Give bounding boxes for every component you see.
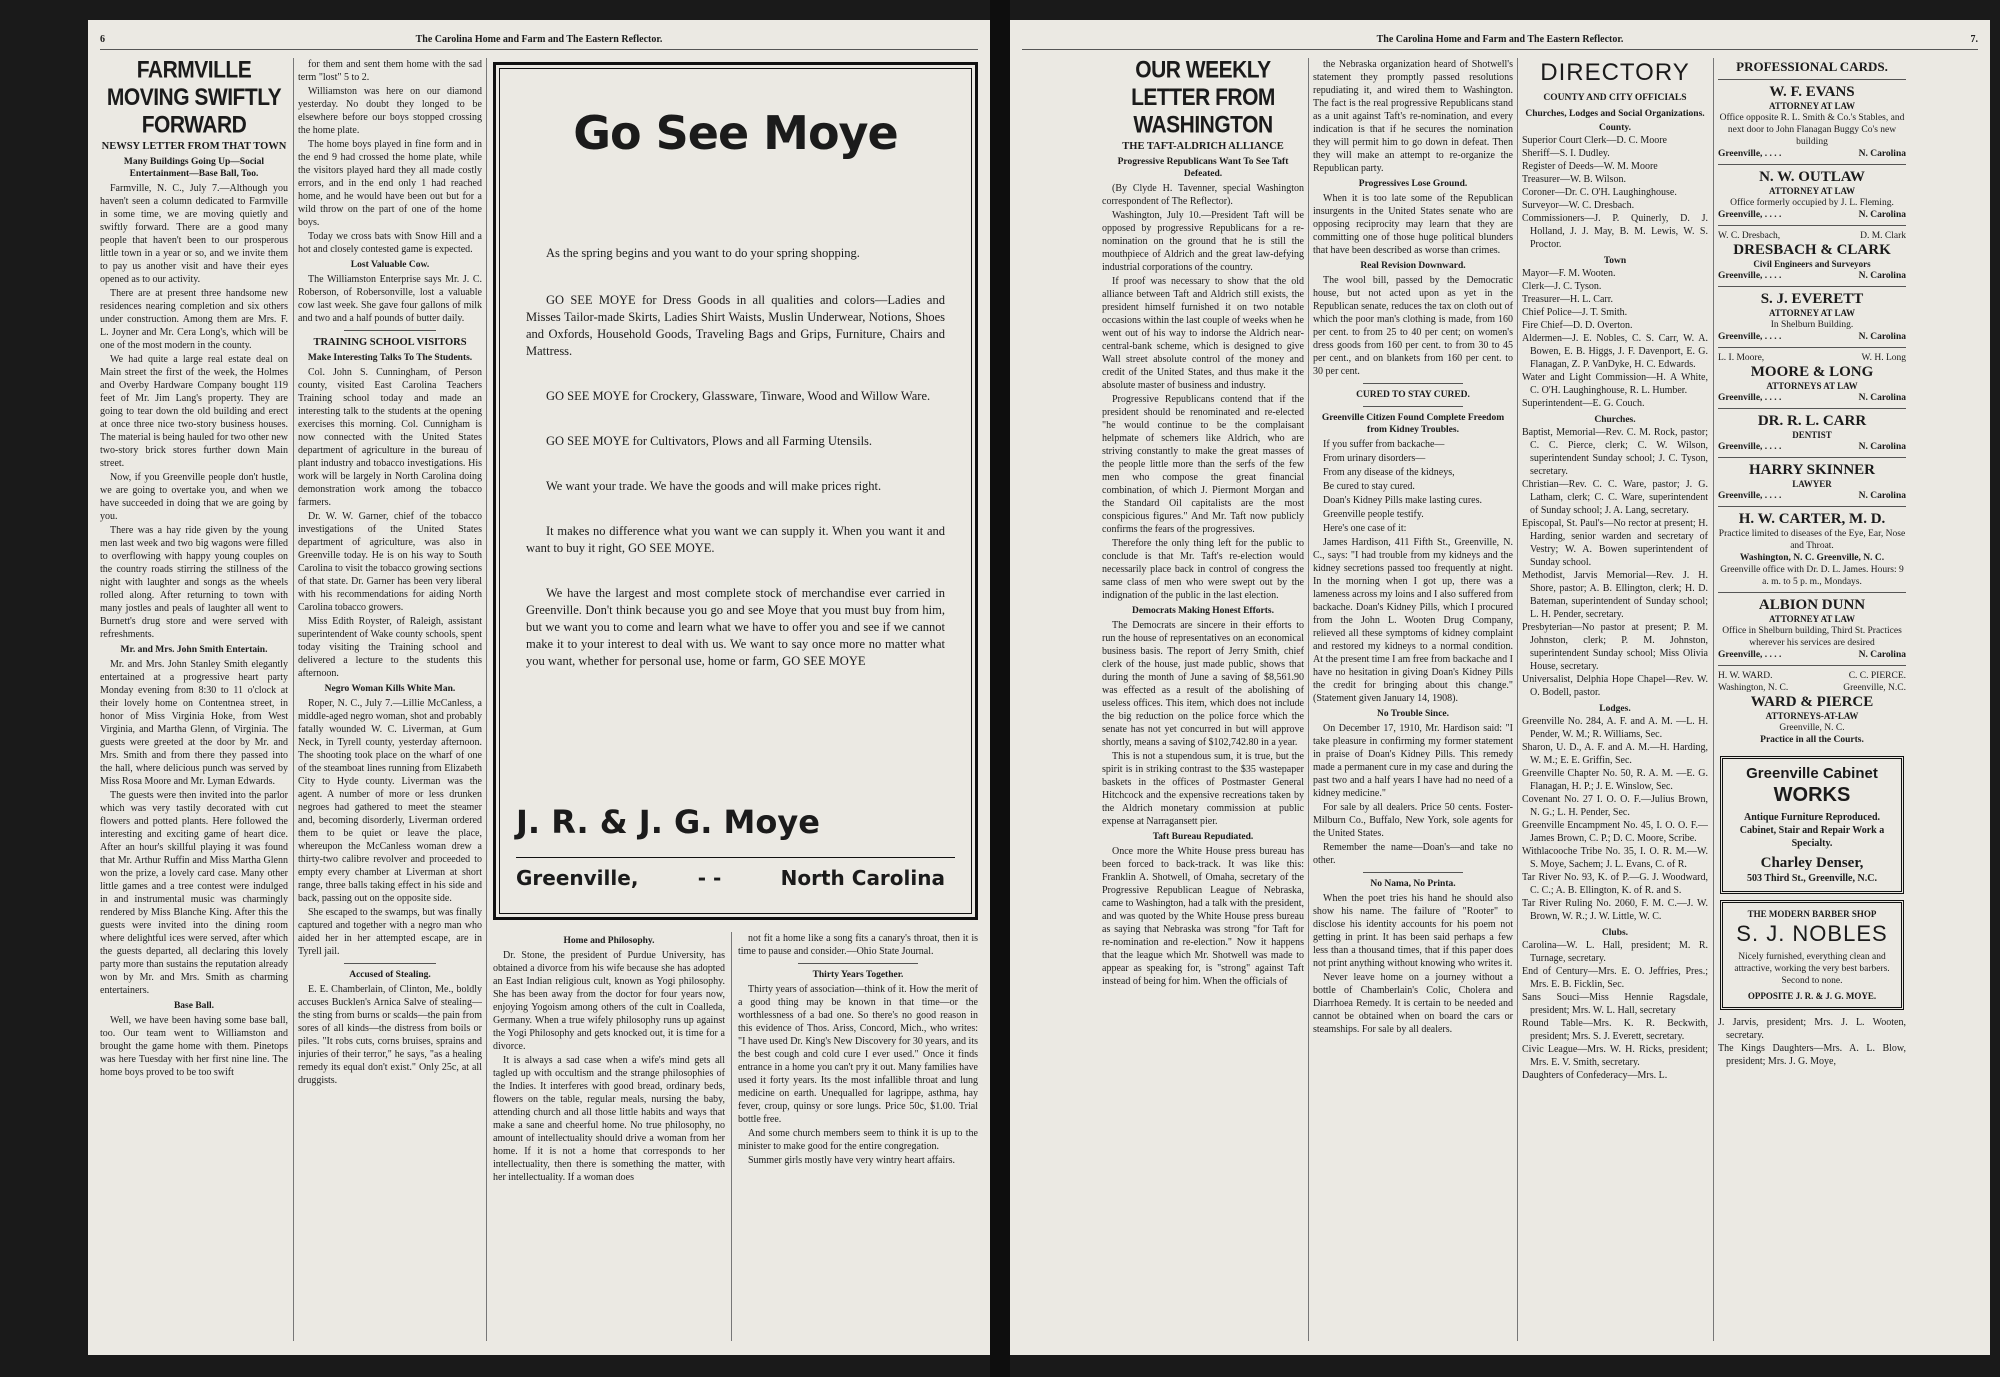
- thirty-years-column: [738, 932, 978, 1341]
- card-skinner: [1718, 458, 1906, 507]
- paragraph: Dr. Stone, the president of Purdue University, has obtained a divorce from his wife because she has adopted an East Indian religious cult, known as Yogi philosophy. She has been away from the doctor for four years now, enjoying Yogoism among others of the cult in Coalleda, Germany. When a true wifely philosophy runs up against the Yogi Philosophy and gets knocked out, it is time for a divorce.: [493, 950, 725, 1052]
- card-cities: Washington, N. C. Greenville, N. C.: [1739, 553, 1885, 563]
- right-page-header: [1022, 34, 1978, 50]
- cabinet-works-ad: [1720, 756, 1904, 894]
- training-school-headline: TRAINING SCHOOL VISITORS: [313, 337, 467, 348]
- clubs-heading: Clubs.: [1601, 928, 1629, 938]
- card-state: N. Carolina: [1858, 149, 1906, 159]
- card-title: ATTORNEY AT LAW: [1768, 614, 1856, 624]
- card-ward-pierce: [1718, 666, 1906, 750]
- directory-entry: Daughters of Confederacy—Mrs. L.: [1522, 1070, 1668, 1081]
- card-title: ATTORNEY AT LAW: [1768, 308, 1856, 318]
- cured-subhead: CURED TO STAY CURED.: [1356, 390, 1470, 400]
- page-gutter: [990, 0, 1010, 1377]
- moye-state: North Carolina: [780, 866, 945, 890]
- directory-entry: Fire Chief—D. D. Overton.: [1522, 320, 1633, 331]
- directory-entry: Superintendent—E. G. Couch.: [1522, 398, 1645, 409]
- accused-stealing-subhead: Accused of Stealing.: [349, 970, 431, 980]
- column-rule: [731, 932, 732, 1341]
- paragraph: If you suffer from backache—: [1323, 439, 1445, 450]
- card-name: HARRY SKINNER: [1748, 462, 1875, 478]
- card-state: N. Carolina: [1858, 332, 1906, 342]
- barber-line1: THE MODERN BARBER SHOP: [1747, 909, 1877, 919]
- directory-entry: Aldermen—J. E. Nobles, C. S. Carr, W. A. Bowen, E. B. Higgs, J. F. Davenport, E. G. Flanagan, Z. P. VanDyke, H. C. Edwards.: [1522, 333, 1708, 370]
- card-partner-city: Greenville, N.C.: [1843, 683, 1906, 693]
- professional-cards-column: [1718, 58, 1906, 1341]
- moye-city: Greenville,: [516, 866, 639, 890]
- politics-kidney-column: [1313, 58, 1513, 1341]
- town-heading: Town: [1603, 256, 1627, 266]
- moye-paragraph: It makes no difference what you want we can supply it. When you want it and want to buy it right, GO SEE MOYE.: [526, 524, 945, 555]
- separator: [1363, 406, 1463, 407]
- cabinet-line1: Greenville Cabinet: [1746, 765, 1878, 782]
- paragraph: Now, if you Greenville people don't hustle, we are going to overtake you, and when we have succeeded in doing that we are going by you.: [100, 472, 288, 522]
- left-newspaper-page: [88, 20, 990, 1355]
- card-moore-long: [1718, 348, 1906, 409]
- professional-cards-title: PROFESSIONAL CARDS.: [1736, 59, 1888, 74]
- card-partner-city: Washington, N. C.: [1718, 683, 1789, 693]
- directory-subtitle-2: Churches, Lodges and Social Organizations.: [1525, 109, 1705, 119]
- professional-cards-title-block: [1718, 58, 1906, 80]
- separator: [1363, 383, 1463, 384]
- directory-entry: Universalist, Delphia Hope Chapel—Rev. W. O. Bodell, pastor.: [1522, 674, 1708, 698]
- card-city: Greenville, . . . .: [1718, 650, 1782, 660]
- left-page-title: The Carolina Home and Farm and The Eastern Reflector.: [415, 34, 663, 45]
- paragraph: Mr. and Mrs. John Stanley Smith elegantly entertained at a progressive heart party Monday evening from 8:30 to 11 o'clock at their lovely home on Contentnea street, in honor of Miss Virginia Hoke, from West Virginia, and Martha Glenn, of Virginia. The guests were greeted at the door by Mr. and Mrs. Smith and from there they passed into the hall, where delicious punch was served by Miss Rosa Moore and Mr. Lyman Edwards.: [100, 659, 288, 787]
- directory-entry: Baptist, Memorial—Rev. C. M. Rock, pastor; C. C. Pierce, clerk; C. W. Wilson, superintendent Sunday school; J. C. Tyson, secretary.: [1522, 427, 1708, 477]
- paragraph: Greenville people testify.: [1323, 509, 1424, 520]
- paragraph: Well, we have been having some base ball, too. Our team went to Williamston and brought the game home with them. Pinetops was here Tuesday with her first nine line. The home boys proved to be too swift: [100, 1015, 288, 1078]
- card-partner-name: D. M. Clark: [1860, 231, 1906, 241]
- directory-entry: Sharon, U. D., A. F. and A. M.—H. Harding, W. M.; E. E. Griffin, Sec.: [1522, 742, 1708, 766]
- card-city: Greenville, . . . .: [1718, 149, 1782, 159]
- directory-entry: Surveyor—W. C. Dresbach.: [1522, 200, 1635, 211]
- base-ball-subhead: Base Ball.: [173, 1001, 215, 1011]
- card-evans: [1718, 80, 1906, 165]
- paragraph: E. E. Chamberlain, of Clinton, Me., boldly accuses Bucklen's Arnica Salve of stealing—the sting from burns or scalds—the pain from sores of all kinds—the distress from boils or piles. "It robs cuts, corns bruises, sprains and injuries of their terror," he says, "as a healing remedy its equal don't exist." Only 25c, at all druggists.: [298, 984, 482, 1086]
- no-trouble-subhead: No Trouble Since.: [1376, 709, 1450, 719]
- paragraph: Today we cross bats with Snow Hill and a hot and closely contested game is expected.: [298, 231, 482, 255]
- directory-entry: Coroner—Dr. C. O'H. Laughinghouse.: [1522, 187, 1677, 198]
- column-rule: [486, 58, 487, 1341]
- card-name: S. J. EVERETT: [1760, 291, 1864, 307]
- greenville-citizen-subhead: Greenville Citizen Found Complete Freedom from Kidney Troubles.: [1321, 413, 1505, 435]
- paragraph: Summer girls mostly have very wintry heart affairs.: [748, 1155, 955, 1166]
- paragraph: When the poet tries his hand he should also show his name. The failure of "Rooter" to disclose his identity accounts for his poem not getting in print. It has been said perhaps a few less than a thousand times, that if this paper does not print anything without knowing who writes it.: [1313, 893, 1513, 969]
- paragraph: There are at present three handsome new residences nearing completion and six others under construction. Among them are Mrs. F. L. Joyner and Mr. Cera Long's, which will be one of the most modern in the county.: [100, 288, 288, 351]
- left-page-header: [100, 34, 978, 50]
- paragraph: Washington, July 10.—President Taft will be opposed by progressive Republicans for a re-nomination on the ground that he is still the mouthpiece of Aldrich and the great law-defying industrial corporations of the country.: [1102, 210, 1304, 273]
- separator: [1363, 872, 1463, 873]
- card-name: ALBION DUNN: [1758, 597, 1866, 613]
- directory-entry: Water and Light Commission—H. A White, C. O'H. Laughinghouse, R. L. Humber.: [1522, 372, 1708, 396]
- directory-entry: Mayor—F. M. Wooten.: [1522, 268, 1616, 279]
- taft-aldrich-subhead: THE TAFT-ALDRICH ALLIANCE: [1122, 141, 1284, 152]
- card-name: WARD & PIERCE: [1750, 694, 1874, 710]
- paragraph: Never leave home on a journey without a bottle of Chamberlain's Colic, Cholera and Diarrhoea Remedy. It is certain to be needed and cannot be obtained when on board the cars or steamships. For sale by all dealers.: [1313, 972, 1513, 1035]
- card-desc: Office in Shelburn building, Third St. Practices wherever his services are desired: [1722, 626, 1902, 648]
- lost-cow-subhead: Lost Valuable Cow.: [350, 260, 430, 270]
- lodges-heading: Lodges.: [1599, 704, 1631, 714]
- column-rule: [1308, 58, 1309, 1341]
- right-page-title: The Carolina Home and Farm and The Eastern Reflector.: [1376, 34, 1624, 45]
- card-outlaw: [1718, 165, 1906, 226]
- local-news-column: [298, 58, 482, 1341]
- card-title: ATTORNEY AT LAW: [1768, 101, 1856, 111]
- directory-entry: Carolina—W. L. Hall, president; M. R. Turnage, secretary.: [1522, 940, 1708, 964]
- directory-entry: Withlacooche Tribe No. 35, I. O. R. M.—W. S. Moye, Sachem; J. L. Evans, C. of R.: [1522, 846, 1708, 870]
- card-dresbach: [1718, 226, 1906, 287]
- moye-paragraph: We want your trade. We have the goods and will make prices right.: [546, 479, 882, 493]
- cabinet-desc: Antique Furniture Reproduced. Cabinet, Stair and Repair Work a Specialty.: [1739, 812, 1885, 849]
- directory-entry: Treasurer—W. B. Wilson.: [1522, 174, 1626, 185]
- column-rule: [1517, 58, 1518, 1341]
- directory-entry: J. Jarvis, president; Mrs. J. L. Wooten, secretary.: [1718, 1017, 1906, 1041]
- card-state: N. Carolina: [1858, 271, 1906, 281]
- card-desc: Greenville office with Dr. D. L. James. Hours: 9 a. m. to 5 p. m., Mondays.: [1720, 565, 1904, 587]
- directory-entry: Covenant No. 27 I. O. O. F.—Julius Brown, N. G.; L. H. Pender, Sec.: [1522, 794, 1708, 818]
- training-school-subhead: Make Interesting Talks To The Students.: [307, 353, 473, 363]
- card-desc: Office formerly occupied by J. L. Fleming.: [1730, 198, 1894, 208]
- directory-entry: Clerk—J. C. Tyson.: [1522, 281, 1602, 292]
- moye-firm-name: J. R. & J. G. Moye: [516, 803, 820, 841]
- card-partner-name: W. C. Dresbach,: [1718, 231, 1781, 241]
- directory-entry: Commissioners—J. P. Quinerly, D. J. Holland, J. J. May, B. M. Lewis, W. S. Proctor.: [1522, 213, 1708, 250]
- card-city: Greenville, . . . .: [1718, 393, 1782, 403]
- directory-entry: Round Table—Mrs. K. R. Beckwith, president; Mrs. S. J. Everett, secretary.: [1522, 1018, 1708, 1042]
- card-name: DR. R. L. CARR: [1757, 413, 1867, 429]
- barber-desc: Nicely furnished, everything clean and attractive, working the very best barbers. Second to none.: [1734, 952, 1890, 986]
- card-title: ATTORNEY AT LAW: [1768, 186, 1856, 196]
- paragraph: Here's one case of it:: [1323, 523, 1407, 534]
- card-name: DRESBACH & CLARK: [1733, 242, 1891, 258]
- taft-bureau-subhead: Taft Bureau Repudiated.: [1152, 832, 1254, 842]
- paragraph: Williamston was here on our diamond yesterday. No doubt they longed to be elsewhere before our boys stopped crossing the home plate.: [298, 86, 482, 136]
- card-state: N. Carolina: [1858, 442, 1906, 452]
- paragraph: Once more the White House press bureau has been forced to back-track. It was like this: Franklin A. Shotwell, of Omaha, secretary of the Progressive Republican League of Nebraska, came to Washington, had a talk with the president, and was quoted by the White House press bureau as saying that Nebraska was strong "for Taft for re-nomination and re-election." Now it happens that the league which Mr. Shotwell was made to appear as speaking for, is "strong" against Taft instead of being for him. When the officials of: [1102, 846, 1304, 987]
- directory-entry: Superior Court Clerk—D. C. Moore: [1522, 135, 1667, 146]
- paragraph: For sale by all dealers. Price 50 cents. Foster-Milburn Co., Buffalo, New York, sole agents for the United States.: [1313, 802, 1513, 839]
- directory-entry: Register of Deeds—W. M. Moore: [1522, 161, 1658, 172]
- card-carter: [1718, 507, 1906, 593]
- paragraph: It is always a sad case when a wife's mind gets all tagled up with occultism and the strange philosophies of the Indies. It interferes with good bread, ordinary beds, flowers on the table, regular meals, nursing the baby, attending church and all those little habits and ways that make a sane and cheerful home. No true philosophy, no amount of intellectuality should drive a woman from her home. If it is not a home that corresponds to her intellectuality, then there is something the matter, with her intellectuality. If a woman does: [493, 1055, 725, 1183]
- negro-woman-subhead: Negro Woman Kills White Man.: [324, 684, 456, 694]
- paragraph: not fit a home like a song fits a canary's throat, then it is time to pause and consider.—Ohio State Journal.: [738, 933, 978, 957]
- card-desc: Practice limited to diseases of the Eye, Ear, Nose and Throat.: [1718, 529, 1906, 551]
- directory-entry: Episcopal, St. Paul's—No rector at present; H. Harding, senior warden and secretary of Vestry; W. A. Bowen superintendent of Sunday school.: [1522, 518, 1708, 568]
- paragraph: Roper, N. C., July 7.—Lillie McCanless, a middle-aged negro woman, shot and probably fatally wounded W. C. Liverman, at Gum Neck, in Tyrell county, yesterday afternoon. The shooting took place on the wharf of one of the steamboat lines running from Elizabeth City to Hyde county. Liverman was the agent. A number of more or less drunken negroes had gathered to meet the steamer and, becoming disorderly, Liverman ordered them to be quiet or leave the place, whereupon the McCanless woman drew a thirty-two calibre revolver and proceeded to empty every chamber at Liverman at short range, three balls taking effect in his side and back, passing out on the opposite side.: [298, 698, 482, 904]
- moye-headline: Go See Moye: [573, 106, 898, 160]
- paragraph: From any disease of the kidneys,: [1323, 467, 1455, 478]
- paragraph: the Nebraska organization heard of Shotwell's statement they promptly passed resolutions repudiating it, and wired them to Washington. The fact is the real progressive Republicans stand as a unit against Taft's re-nomination, and every indication is that if he secures the nomination they will permit him to go down in defeat. Then they will make an attempt to re-organize the Republican party.: [1313, 59, 1513, 174]
- thirty-years-subhead: Thirty Years Together.: [812, 970, 904, 980]
- directory-entry: Treasurer—H. L. Carr.: [1522, 294, 1614, 305]
- card-partner-name: W. H. Long: [1861, 353, 1906, 363]
- moye-body: [526, 245, 945, 670]
- directory-column: [1522, 58, 1708, 1341]
- card-dunn: [1718, 593, 1906, 666]
- moye-paragraph: As the spring begins and you want to do your spring shopping.: [546, 246, 860, 260]
- separator: [344, 330, 436, 331]
- card-state: N. Carolina: [1858, 393, 1906, 403]
- no-nama-subhead: No Nama, No Printa.: [1370, 879, 1456, 889]
- directory-entry: Tar River No. 93, K. of P.—G. J. Woodward, C. C.; A. B. Ellington, K. of R. and S.: [1522, 872, 1708, 896]
- card-name: MOORE & LONG: [1750, 364, 1874, 380]
- column-rule: [1713, 58, 1714, 1341]
- moye-advertisement: [493, 62, 978, 920]
- paragraph: Farmville, N. C., July 7.—Although you haven't seen a column dedicated to Farmville in some time, we are moving quietly and swiftly forward. There are a good many people that haven't been to our prosperous little town in a year or so, and we invite them to pay us another visit and have their eyes opened as to our activity.: [100, 183, 288, 285]
- card-desc: Office opposite R. L. Smith & Co.'s Stables, and next door to John Flanagan Buggy Co's new building: [1719, 113, 1905, 147]
- paragraph: From urinary disorders—: [1323, 453, 1426, 464]
- paragraph: The wool bill, passed by the Democratic house, but not acted upon as yet in the Republican senate, reduces the tax on cloth out of which the poor man's clothing is made, from 160 per cent. to from 25 to 40 per cent; on women's dress goods from 160 per cent. to from 30 to 45 per cent., and on blankets from 160 per cent. to 30 per cent.: [1313, 275, 1513, 377]
- directory-entry: Methodist, Jarvis Memorial—Rev. J. H. Shore, pastor; A. B. Ellington, clerk; H. D. Bateman, superintendent of Sunday school; L. H. Pender, secretary.: [1522, 570, 1708, 620]
- directory-entry: The Kings Daughters—Mrs. A. L. Blow, president; Mrs. J. G. Moye,: [1718, 1043, 1906, 1067]
- paragraph: The home boys played in fine form and in the end 9 had crossed the home plate, while the visitors played hard they all made costly errors, and in the end only 1 had reached home, and he would have been out but for a wild throw on the part of one of the home boys.: [298, 139, 482, 228]
- directory-subtitle: COUNTY AND CITY OFFICIALS: [1543, 93, 1687, 103]
- cabinet-address: 503 Third St., Greenville, N.C.: [1747, 873, 1877, 884]
- card-desc: In Shelburn Building.: [1770, 320, 1854, 330]
- moye-dashes: - -: [697, 866, 722, 890]
- directory-entry: Civic League—Mrs. W. H. Ricks, president; Mrs. E. V. Smith, secretary.: [1522, 1044, 1708, 1068]
- home-philosophy-title: Home and Philosophy.: [563, 936, 655, 946]
- weekly-letter-headline: OUR WEEKLY LETTER FROM WASHINGTON: [1131, 58, 1275, 139]
- moye-paragraph: We have the largest and most complete stock of merchandise ever carried in Greenville. Don't think because you go and see Moye that you must buy from him, but we want you to come and learn what we have to offer you and see if we cannot make it to your interest to deal with us. We want to say once more no matter what you want, whether for personal use, home or farm, GO SEE MOYE: [526, 586, 945, 668]
- card-state: N. Carolina: [1858, 491, 1906, 501]
- directory-entry: Tar River Ruling No. 2060, F. M. C.—J. W. Brown, W. R.; J. W. Little, W. C.: [1522, 898, 1708, 922]
- smith-entertain-subhead: Mr. and Mrs. John Smith Entertain.: [120, 645, 268, 655]
- card-title: Civil Engineers and Surveyors: [1753, 259, 1871, 269]
- byline: (By Clyde H. Tavenner, special Washington correspondent of The Reflector).: [1102, 183, 1304, 207]
- paragraph: Be cured to stay cured.: [1323, 481, 1415, 492]
- paragraph: Doan's Kidney Pills make lasting cures.: [1323, 495, 1482, 506]
- card-title: LAWYER: [1792, 479, 1832, 489]
- directory-entry: Greenville Chapter No. 50, R. A. M. —E. G. Flanagan, H. P.; J. E. Winslow, Sec.: [1522, 768, 1708, 792]
- right-page-number: 7.: [1970, 34, 1978, 45]
- card-name: W. F. EVANS: [1769, 84, 1855, 100]
- directory-entry: Sheriff—S. I. Dudley.: [1522, 148, 1610, 159]
- moye-paragraph: GO SEE MOYE for Dress Goods in all qualities and colors—Ladies and Misses Tailor-made Skirts, Ladies Shirt Waists, Muslin Underwear, Notions, Shoes and Oxfords, Household Goods, Traveling Bags and Grips, Furniture, Chairs and Mattress.: [526, 293, 945, 358]
- card-title: ATTORNEYS AT LAW: [1766, 381, 1858, 391]
- left-page-number: 6: [100, 34, 105, 45]
- card-title: DENTIST: [1792, 430, 1832, 440]
- right-newspaper-page: [1010, 20, 1990, 1355]
- home-philosophy-column: [493, 932, 725, 1341]
- barber-opposite: OPPOSITE J. R. & J. G. MOYE.: [1747, 991, 1877, 1001]
- paragraph: Col. John S. Cunningham, of Person county, visited East Carolina Teachers Training school today and made an interesting talk to the students at the opening exercises this morning. Col. Cunnigham is now connected with the United States department of agriculture in the bureau of plant industry and tobacco investigations. His work will be largely in North Carolina doing demonstration work among the tobacco farmers.: [298, 367, 482, 508]
- paragraph: Dr. W. W. Garner, chief of the tobacco investigations of the United States department of agriculture, was also in Greenville today. He is on his way to South Carolina to visit the tobacco growing sections of that state. Dr. Garner has been very liberal with his recommendations for aiding North Carolina tobacco growers.: [298, 511, 482, 613]
- card-carr: [1718, 409, 1906, 458]
- separator: [798, 963, 918, 964]
- card-city: Greenville, . . . .: [1718, 332, 1782, 342]
- real-revision-subhead: Real Revision Downward.: [1360, 261, 1466, 271]
- directory-entry: Greenville Encampment No. 45, I. O. O. F.—James Brown, C. P.; D. C. Moore, Scribe.: [1522, 820, 1708, 844]
- farmville-subhead-2: Many Buildings Going Up—Social Entertainment—Base Ball, Too.: [123, 157, 265, 179]
- moye-address: [516, 865, 945, 891]
- paragraph: Therefore the only thing left for the public to conclude is that Mr. Taft's re-election would necessarily place back in control of congress the same class of men who were swept out by the indignation of the public in the last election.: [1102, 538, 1304, 601]
- cabinet-line2: WORKS: [1773, 784, 1851, 806]
- farmville-headline: FARMVILLE MOVING SWIFTLY FORWARD: [106, 58, 282, 139]
- paragraph: for them and sent them home with the sad term "lost" 5 to 2.: [298, 59, 482, 83]
- card-city: Greenville, . . . .: [1718, 442, 1782, 452]
- paragraph: On December 17, 1910, Mr. Hardison said: "I take pleasure in confirming my former statement in praise of Doan's Kidney Pills. This remedy made a permanent cure in my case and during the past two and a half years I have had no need of a kidney medicine.": [1313, 723, 1513, 799]
- card-partner-name: C. C. PIERCE.: [1848, 671, 1906, 681]
- paragraph: She escaped to the swamps, but was finally captured and together with a negro man who aided her in her attempted escape, are in Tyrell jail.: [298, 907, 482, 957]
- card-desc: Greenville, N. C.: [1779, 723, 1845, 733]
- card-title: ATTORNEYS-AT-LAW: [1765, 711, 1859, 721]
- card-partner-name: H. W. WARD.: [1718, 671, 1773, 681]
- directory-entry: Greenville No. 284, A. F. and A. M. —L. H. Pender, W. M.; R. Williams, Sec.: [1522, 716, 1708, 740]
- barber-shop-ad: [1720, 900, 1904, 1010]
- paragraph: This is not a stupendous sum, it is true, but the spirit is in striking contrast to the $35 wastepaper baskets in the offices of Postmaster General Hitchcock and the expensive recreations taken by the Aldrich monetary commission at public expense at Narragansett pier.: [1102, 751, 1304, 827]
- paragraph: The Williamston Enterprise says Mr. J. C. Roberson, of Robersonville, lost a valuable cow last week. She gave four gallons of milk and two and a half pounds of butter daily.: [298, 274, 482, 324]
- paragraph: The guests were then invited into the parlor which was very tastily decorated with cut flowers and potted plants. Here followed the interesting and exciting game of heart dice. After an hour's skillful playing it was found that Mr. Arthur Ruffin and Miss Martha Glenn won the prize, a lovely card case. Many other little games and a tree contest were indulged in and instrumental music was charmingly rendered by Miss Blanche King. After this the guests were invited into the dining room where delightful ices were served, after which the guests departed, all declaring this lovely party more than sustains the reputation already won by Mr. and Mrs. Smith as charming entertainers.: [100, 790, 288, 996]
- directory-entry: Sans Souci—Miss Hennie Ragsdale, president; Mrs. W. L. Hall, secretary: [1522, 992, 1708, 1016]
- moye-paragraph: GO SEE MOYE for Crockery, Glassware, Tinware, Wood and Willow Ware.: [546, 389, 931, 403]
- paragraph: Miss Edith Royster, of Raleigh, assistant superintendent of Wake county schools, spent today visiting the Training school and delivered a lecture to the students this afternoon.: [298, 616, 482, 679]
- paragraph: Progressive Republicans contend that if the president should be renominated and re-elected "he would continue to be the complaisant helpmate of schemers like Aldrich, who are striving constantly to make the great masses of the people little more than the serfs of the few men who compose the great financial combination, of which J. Piermont Morgan and the Standard Oil capitalists are the most conspicious figures." And Mr. Taft now publicly confirms the fears of the progressives.: [1102, 394, 1304, 535]
- directory-title: DIRECTORY: [1540, 59, 1690, 86]
- directory-entry: Chief Police—J. T. Smith.: [1522, 307, 1628, 318]
- directory-entry: Presbyterian—No pastor at present; P. M. Johnston, clerk; P. M. Johnston, superintendent Sunday school; Miss Olivia House, secretary.: [1522, 622, 1708, 672]
- card-everett: [1718, 287, 1906, 348]
- democrats-subhead: Democrats Making Honest Efforts.: [1132, 606, 1274, 616]
- progressive-republicans-subhead: Progressive Republicans Want To See Taft Defeated.: [1117, 157, 1289, 179]
- churches-heading: Churches.: [1594, 415, 1636, 425]
- card-state: N. Carolina: [1858, 650, 1906, 660]
- card-city: Greenville, . . . .: [1718, 210, 1782, 220]
- card-desc: Practice in all the Courts.: [1760, 735, 1864, 745]
- directory-entry: Christian—Rev. C. C. Ware, pastor; J. G. Latham, clerk; C. C. Ware, superintendent of Sunday school; J. A. Lang, secretary.: [1522, 479, 1708, 516]
- paragraph: If proof was necessary to show that the old alliance between Taft and Aldrich still exists, the president himself furnished it on two notable occasions within the last couple of weeks when he went out of his way to indorse the Aldrich near-central-bank scheme, which is designed to give Wall street absolute control of the money and credit of the United States, and thus make it the absolute master of business and industry.: [1102, 276, 1304, 391]
- card-city: Greenville, . . . .: [1718, 271, 1782, 281]
- paragraph: James Hardison, 411 Fifth St., Greenville, N. C., says: "I had trouble from my kidneys and the kidney secretions passed too frequently at night. In the morning when I got up, there was a lameness across my loins and I also suffered from backache. Doan's Kidney Pills, which I procured from the John L. Wooten Drug Company, relieved all these symptoms of kidney complaint and restored my kidneys to a normal condition. At the present time I am free from backache and I have no hesitation in giving Doan's Kidney Pills the credit for bringing about this change." (Statement given January 14, 1908).: [1313, 537, 1513, 704]
- card-partner-name: L. I. Moore,: [1718, 353, 1765, 363]
- paragraph: There was a hay ride given by the young men last week and two big wagons were filled to overflowing with happy young couples on the country roads stirring the stillness of the night with laughter and songs as the wheels rolled along. After returning to town with many jostles and peals of laughter all went to Burnett's drug store and were served with refreshments.: [100, 525, 288, 640]
- paragraph: When it is too late some of the Republican insurgents in the United States senate who are opposing reciprocity may learn that they are committing one of those huge political blunders that have been described as worse than crimes.: [1313, 193, 1513, 256]
- paragraph: Thirty years of association—think of it. How the merit of a good thing may be known in that time—or the worthlessness of a bad one. So there's no good reason in this evidence of Thos. Ariss, Concord, Mich., who writes: "I have used Dr. King's New Discovery for 30 years, and its the best cough and cold cure I ever used." Once it finds entrance in a home you can't pry it out. Many families have used it forty years. Its the most infallible throat and lung medicine on earth. Unequalled for lagrippe, asthma, hay fever, croup, quinsy or sore lungs. Price 50c, $1.00. Trial bottle free.: [738, 984, 978, 1125]
- card-state: N. Carolina: [1858, 210, 1906, 220]
- progressives-lose-subhead: Progressives Lose Ground.: [1358, 179, 1468, 189]
- paragraph: And some church members seem to think it is up to the minister to make good for the entire congregation.: [738, 1128, 978, 1152]
- column-rule: [293, 58, 294, 1341]
- card-name: H. W. CARTER, M. D.: [1738, 511, 1886, 527]
- separator: [344, 963, 436, 964]
- moye-paragraph: GO SEE MOYE for Cultivators, Plows and all Farming Utensils.: [546, 434, 873, 448]
- card-name: N. W. OUTLAW: [1759, 169, 1865, 185]
- card-city: Greenville, . . . .: [1718, 491, 1782, 501]
- paragraph: We had quite a large real estate deal on Main street the first of the week, the Holmes and Overby Hardware Company bought 119 feet of Mr. Jim Lang's property. They are going to tear down the old building and erect at once three nice two-story business houses. The material is being hauled for two other new two-story brick stores further down Main street.: [100, 354, 288, 469]
- paragraph: The Democrats are sincere in their efforts to run the house of representatives on an economical business basis. The report of Jerry Smith, chief clerk of the house, just made public, shows that during the month of June a saving of $8,561.90 was effected as a result of the abolishing of useless offices. This item, which does not include the big reduction on the police force which the senate has not yet concurred in but will approve shortly, means a saving of $102,742.80 in a year.: [1102, 620, 1304, 748]
- weekly-letter-column: [1102, 58, 1304, 1341]
- farmville-subhead: NEWSY LETTER FROM THAT TOWN: [101, 141, 287, 152]
- farmville-column: [100, 58, 288, 1341]
- county-heading: County.: [1599, 123, 1631, 133]
- barber-name: S. J. NOBLES: [1736, 921, 1888, 946]
- directory-entry: End of Century—Mrs. E. O. Jeffries, Pres.; Mrs. E. B. Ficklin, Sec.: [1522, 966, 1708, 990]
- cabinet-owner: Charley Denser,: [1760, 855, 1864, 871]
- paragraph: Remember the name—Doan's—and take no other.: [1313, 842, 1513, 866]
